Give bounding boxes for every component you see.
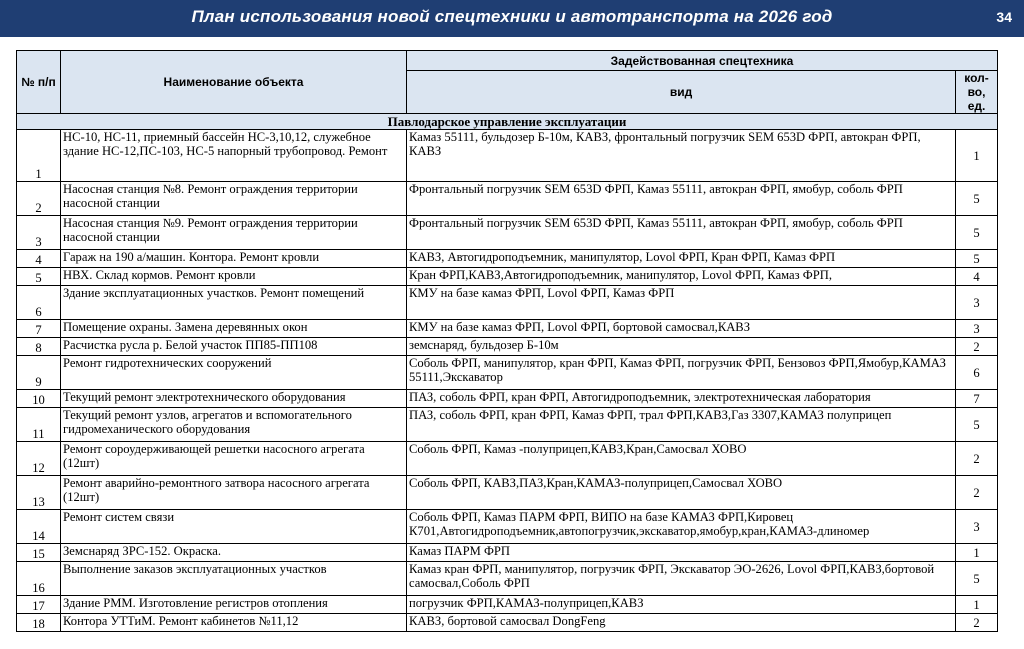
equipment-qty: 2 xyxy=(956,614,998,632)
row-number: 7 xyxy=(17,320,61,338)
object-name: Помещение охраны. Замена деревянных окон xyxy=(61,320,407,338)
equipment-kind: Камаз ПАРМ ФРП xyxy=(407,544,956,562)
section-header: Павлодарское управление эксплуатации xyxy=(17,114,998,130)
object-name: Насосная станция №9. Ремонт ограждения территории насосной станции xyxy=(61,216,407,250)
equipment-kind: ПАЗ, соболь ФРП, кран ФРП, Автогидроподъемник, электротехническая лаборатория xyxy=(407,390,956,408)
row-number: 3 xyxy=(17,216,61,250)
equipment-qty: 1 xyxy=(956,130,998,182)
object-name: Текущий ремонт электротехнического оборудования xyxy=(61,390,407,408)
row-number: 9 xyxy=(17,356,61,390)
equipment-qty: 2 xyxy=(956,476,998,510)
table-row xyxy=(17,442,998,476)
slide-title: План использования новой спецтехники и автотранспорта на 2026 год xyxy=(191,7,833,26)
equipment-kind: КМУ на базе камаз ФРП, Lovol ФРП, Камаз ФРП xyxy=(407,286,956,320)
object-name: Ремонт систем связи xyxy=(61,510,407,544)
equipment-kind: Соболь ФРП, Камаз -полуприцеп,КАВЗ,Кран,Самосвал ХОВО xyxy=(407,442,956,476)
object-name: Насосная станция №8. Ремонт ограждения территории насосной станции xyxy=(61,182,407,216)
equipment-qty: 6 xyxy=(956,356,998,390)
object-name: Расчистка русла р. Белой участок ПП85-ПП108 xyxy=(61,338,407,356)
col-header-group: Задействованная спецтехника xyxy=(407,51,998,71)
row-number: 1 xyxy=(17,130,61,182)
col-header-qty: кол-во, ед. xyxy=(956,71,998,114)
object-name: Ремонт сороудерживающей решетки насосного агрегата (12шт) xyxy=(61,442,407,476)
equipment-qty: 1 xyxy=(956,596,998,614)
col-header-num: № п/п xyxy=(17,51,61,114)
row-number: 6 xyxy=(17,286,61,320)
equipment-kind: Соболь ФРП, Камаз ПАРМ ФРП, ВИПО на базе КАМАЗ ФРП,Кировец К701,Автогидроподъемник,автопогрузчик,экскаватор,ямобур,кран,КАМАЗ-длиномер xyxy=(407,510,956,544)
equipment-kind: ПАЗ, соболь ФРП, кран ФРП, Камаз ФРП, трал ФРП,КАВЗ,Газ 3307,КАМАЗ полуприцеп xyxy=(407,408,956,442)
table-row xyxy=(17,614,998,632)
equipment-qty: 3 xyxy=(956,510,998,544)
object-name: Текущий ремонт узлов, агрегатов и вспомогательного гидромеханического оборудования xyxy=(61,408,407,442)
equipment-kind: Кран ФРП,КАВЗ,Автогидроподъемник, манипулятор, Lovol ФРП, Камаз ФРП, xyxy=(407,268,956,286)
equipment-plan-table xyxy=(16,50,998,632)
equipment-qty: 2 xyxy=(956,338,998,356)
object-name: Здание эксплуатационных участков. Ремонт помещений xyxy=(61,286,407,320)
equipment-kind: Фронтальный погрузчик SEM 653D ФРП, Камаз 55111, автокран ФРП, ямобур, соболь ФРП xyxy=(407,216,956,250)
equipment-kind: Соболь ФРП, манипулятор, кран ФРП, Камаз ФРП, погрузчик ФРП, Бензовоз ФРП,Ямобур,КАМАЗ 55111,Экскаватор xyxy=(407,356,956,390)
table-row xyxy=(17,286,998,320)
equipment-kind: КАВЗ, бортовой самосвал DongFeng xyxy=(407,614,956,632)
table-row xyxy=(17,510,998,544)
table-row xyxy=(17,250,998,268)
equipment-kind: Камаз 55111, бульдозер Б-10м, КАВЗ, фронтальный погрузчик SEM 653D ФРП, автокран ФРП, КАВЗ xyxy=(407,130,956,182)
object-name: НС-10, НС-11, приемный бассейн НС-3,10,12, служебное здание НС-12,ПС-103, НС-5 напорный трубопровод. Ремонт xyxy=(61,130,407,182)
page-number: 34 xyxy=(996,9,1012,25)
object-name: Здание РММ. Изготовление регистров отопления xyxy=(61,596,407,614)
equipment-qty: 5 xyxy=(956,182,998,216)
table-row xyxy=(17,338,998,356)
equipment-kind: КАВЗ, Автогидроподъемник, манипулятор, Lovol ФРП, Кран ФРП, Камаз ФРП xyxy=(407,250,956,268)
table-row xyxy=(17,544,998,562)
equipment-qty: 2 xyxy=(956,442,998,476)
row-number: 12 xyxy=(17,442,61,476)
row-number: 16 xyxy=(17,562,61,596)
row-number: 11 xyxy=(17,408,61,442)
table-row xyxy=(17,130,998,182)
row-number: 10 xyxy=(17,390,61,408)
equipment-qty: 5 xyxy=(956,562,998,596)
equipment-kind: Соболь ФРП, КАВЗ,ПАЗ,Кран,КАМАЗ-полуприцеп,Самосвал ХОВО xyxy=(407,476,956,510)
object-name: НВХ. Склад кормов. Ремонт кровли xyxy=(61,268,407,286)
equipment-kind: Камаз кран ФРП, манипулятор, погрузчик ФРП, Экскаватор ЭО-2626, Lovol ФРП,КАВЗ,бортовой самосвал,Соболь ФРП xyxy=(407,562,956,596)
object-name: Гараж на 190 а/машин. Контора. Ремонт кровли xyxy=(61,250,407,268)
table-row xyxy=(17,596,998,614)
object-name: Ремонт аварийно-ремонтного затвора насосного агрегата (12шт) xyxy=(61,476,407,510)
row-number: 14 xyxy=(17,510,61,544)
object-name: Ремонт гидротехнических сооружений xyxy=(61,356,407,390)
slide-header xyxy=(0,0,1024,37)
table-row xyxy=(17,562,998,596)
equipment-qty: 5 xyxy=(956,408,998,442)
row-number: 15 xyxy=(17,544,61,562)
col-header-kind: вид xyxy=(407,71,956,114)
equipment-qty: 3 xyxy=(956,286,998,320)
row-number: 13 xyxy=(17,476,61,510)
equipment-qty: 1 xyxy=(956,544,998,562)
row-number: 4 xyxy=(17,250,61,268)
table-row xyxy=(17,216,998,250)
object-name: Земснаряд ЗРС-152. Окраска. xyxy=(61,544,407,562)
equipment-kind: погрузчик ФРП,КАМАЗ-полуприцеп,КАВЗ xyxy=(407,596,956,614)
equipment-qty: 4 xyxy=(956,268,998,286)
object-name: Выполнение заказов эксплуатационных участков xyxy=(61,562,407,596)
row-number: 2 xyxy=(17,182,61,216)
table-row xyxy=(17,356,998,390)
equipment-kind: КМУ на базе камаз ФРП, Lovol ФРП, бортовой самосвал,КАВЗ xyxy=(407,320,956,338)
row-number: 5 xyxy=(17,268,61,286)
equipment-kind: земснаряд, бульдозер Б-10м xyxy=(407,338,956,356)
table-row xyxy=(17,182,998,216)
table-row xyxy=(17,408,998,442)
table-row xyxy=(17,390,998,408)
equipment-qty: 3 xyxy=(956,320,998,338)
col-header-name: Наименование объекта xyxy=(61,51,407,114)
row-number: 18 xyxy=(17,614,61,632)
row-number: 17 xyxy=(17,596,61,614)
equipment-qty: 7 xyxy=(956,390,998,408)
table-row xyxy=(17,476,998,510)
table-row xyxy=(17,320,998,338)
object-name: Контора УТТиМ. Ремонт кабинетов №11,12 xyxy=(61,614,407,632)
equipment-kind: Фронтальный погрузчик SEM 653D ФРП, Камаз 55111, автокран ФРП, ямобур, соболь ФРП xyxy=(407,182,956,216)
table-row xyxy=(17,268,998,286)
equipment-qty: 5 xyxy=(956,250,998,268)
row-number: 8 xyxy=(17,338,61,356)
equipment-qty: 5 xyxy=(956,216,998,250)
